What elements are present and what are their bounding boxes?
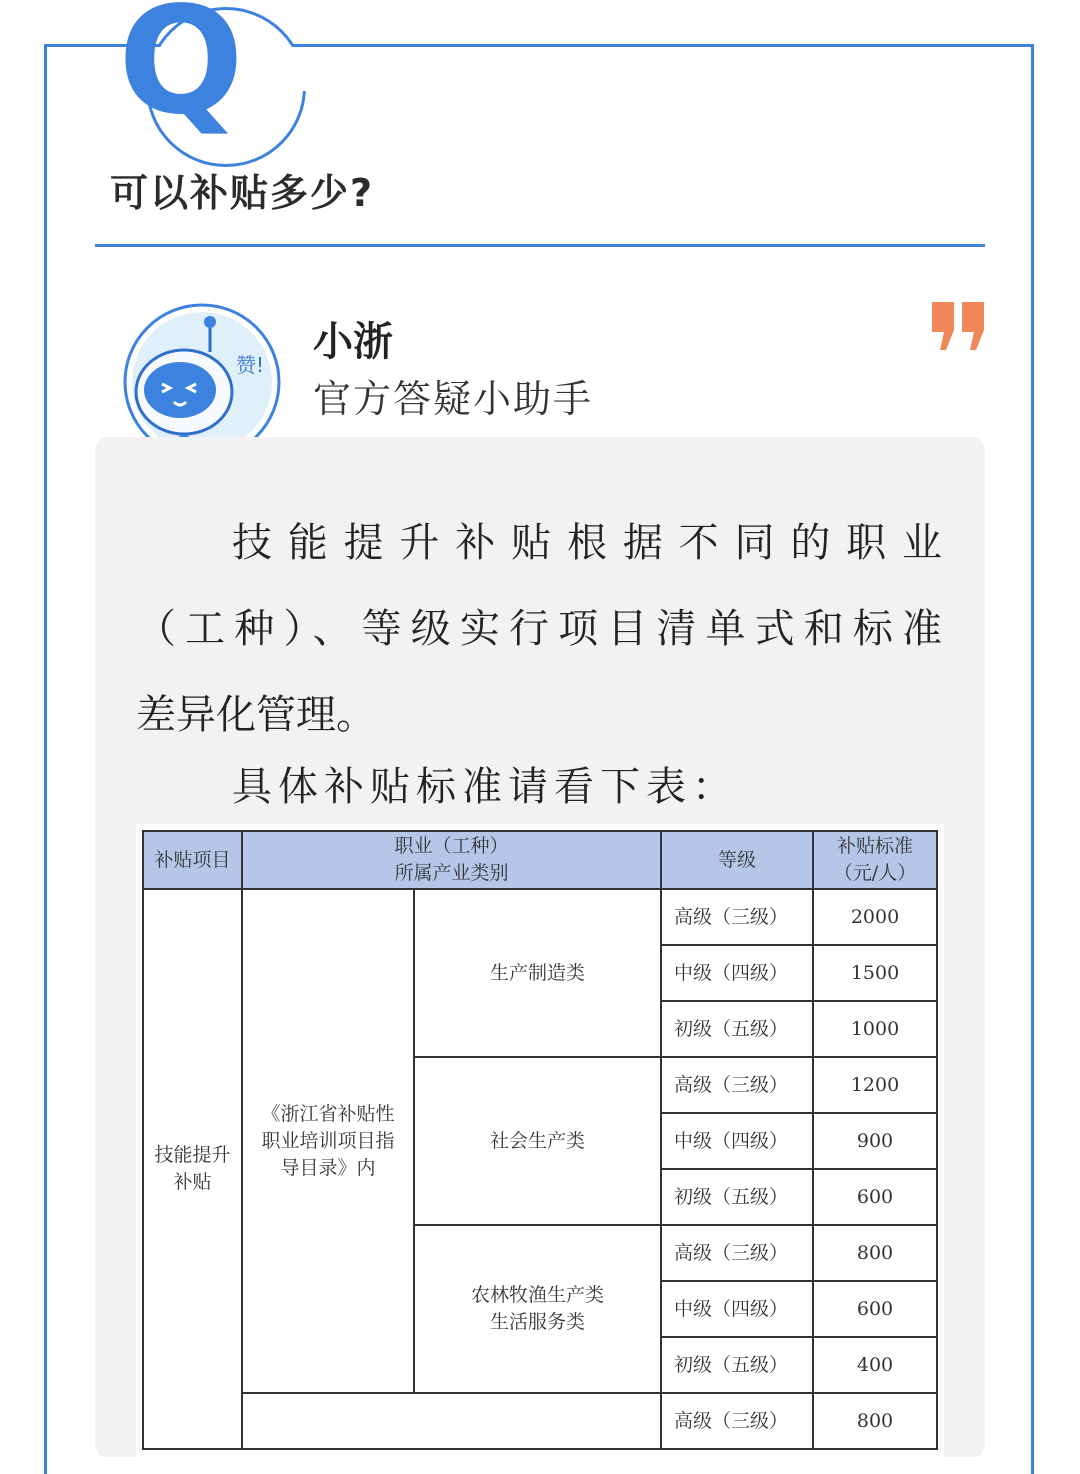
project-cell: 技能提升 补贴: [143, 889, 242, 1449]
amount-cell: 600: [813, 1169, 937, 1225]
level-cell: 高级（三级）: [661, 1225, 813, 1281]
level-cell: 中级（四级）: [661, 1113, 813, 1169]
header-standard: 补贴标准 （元/人）: [813, 831, 937, 889]
table-intro: 具体补贴标准请看下表：: [232, 764, 738, 810]
level-cell: 中级（四级）: [661, 945, 813, 1001]
category-cell: 农林牧渔生产类 生活服务类: [414, 1225, 661, 1393]
level-cell: 初级（五级）: [661, 1337, 813, 1393]
quote-icon: [930, 302, 988, 352]
level-cell: 高级（三级）: [661, 1393, 813, 1449]
header-occupation: 职业（工种） 所属产业类别: [242, 831, 661, 889]
amount-cell: 900: [813, 1113, 937, 1169]
assistant-role: 官方答疑小助手: [313, 377, 594, 421]
amount-cell: 2000: [813, 889, 937, 945]
amount-cell: 800: [813, 1225, 937, 1281]
answer-line: 差异化管理。: [136, 692, 376, 738]
table-header-row: [143, 831, 937, 889]
amount-cell: 1200: [813, 1057, 937, 1113]
category-cell: 社会生产类: [414, 1057, 661, 1225]
amount-cell: 1000: [813, 1001, 937, 1057]
amount-cell: 600: [813, 1281, 937, 1337]
q-letter: Q: [118, 0, 244, 147]
subsidy-table: [142, 830, 938, 1450]
answer-line: （工种）、等级实行项目清单式和标准: [136, 606, 942, 652]
category-cell: 生产制造类: [414, 889, 661, 1057]
question-title: 可以补贴多少?: [110, 171, 375, 215]
answer-paragraph: [136, 500, 942, 758]
table-row: [143, 889, 937, 945]
level-cell: 中级（四级）: [661, 1281, 813, 1337]
amount-cell: 1500: [813, 945, 937, 1001]
amount-cell: 400: [813, 1337, 937, 1393]
assistant-name: 小浙: [313, 319, 393, 365]
catalog-cell-partial: [242, 1393, 661, 1449]
subsidy-table-container: [136, 824, 944, 1464]
header-level: 等级: [661, 831, 813, 889]
amount-cell: 800: [813, 1393, 937, 1449]
svg-text:赞!: 赞!: [236, 353, 265, 377]
level-cell: 初级（五级）: [661, 1169, 813, 1225]
level-cell: 高级（三级）: [661, 1057, 813, 1113]
table-row: [143, 1393, 937, 1449]
answer-line: 技能提升补贴根据不同的职业: [232, 520, 942, 566]
header-project: 补贴项目: [143, 831, 242, 889]
title-divider: [95, 244, 985, 247]
level-cell: 高级（三级）: [661, 889, 813, 945]
catalog-cell: 《浙江省补贴性 职业培训项目指 导目录》内: [242, 889, 414, 1393]
level-cell: 初级（五级）: [661, 1001, 813, 1057]
